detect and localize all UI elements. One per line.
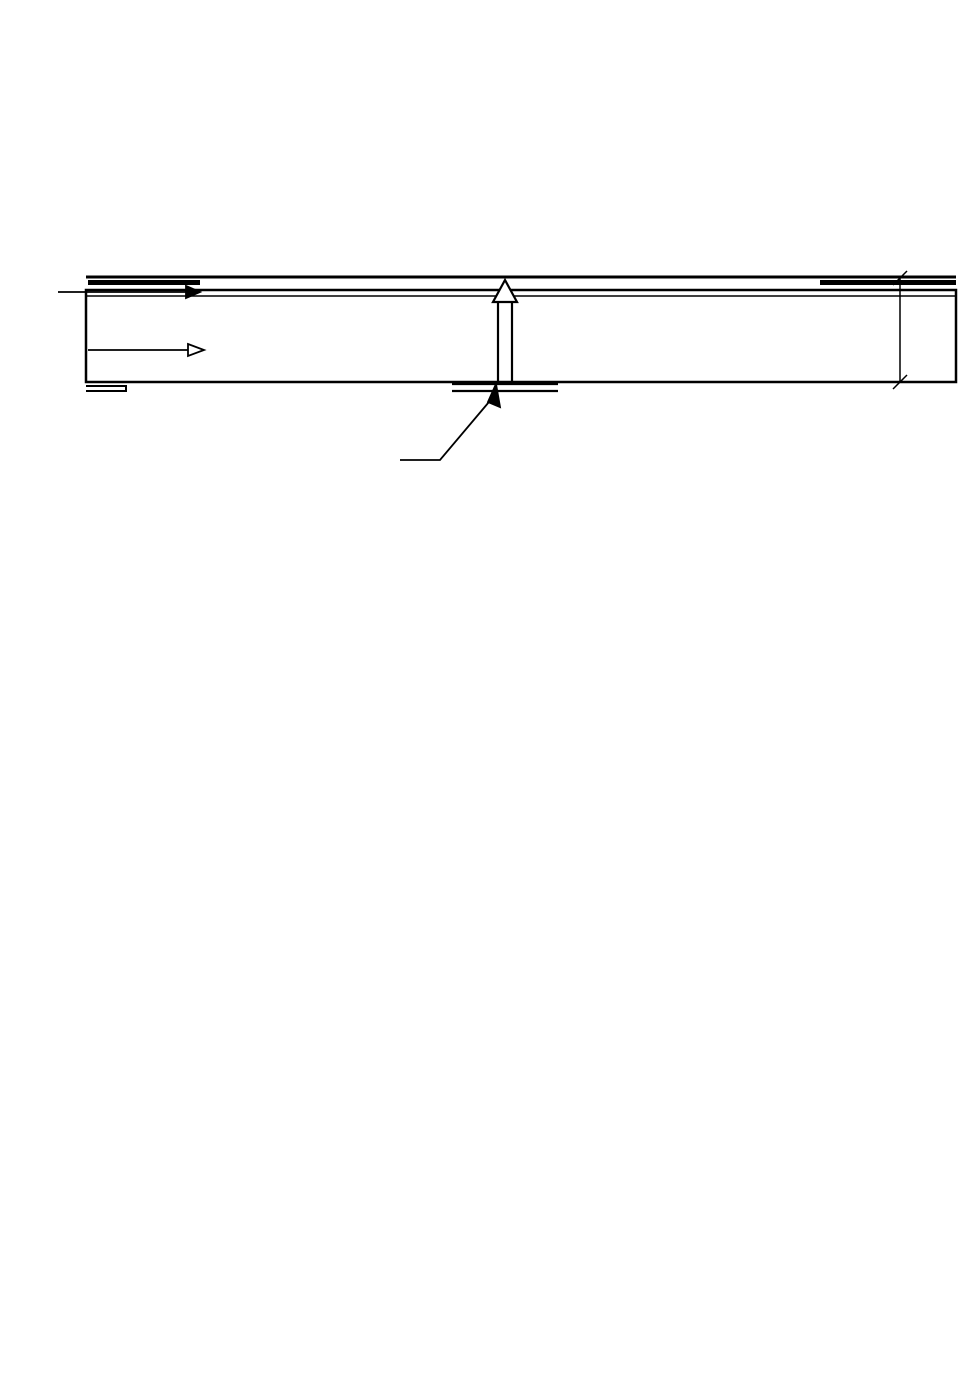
paragraph-line [0, 1272, 905, 1312]
body-paragraph [0, 1272, 905, 1392]
leader-lines [58, 286, 500, 460]
figure-caption [0, 820, 22, 842]
concrete-layer [86, 215, 956, 277]
legend-num [265, 703, 320, 724]
paragraph-line [0, 878, 905, 918]
body-paragraph [0, 878, 905, 1118]
dimension-marker [893, 271, 907, 389]
legend-num [265, 745, 320, 766]
paragraph-line [0, 1312, 905, 1352]
mounting-diagram [0, 80, 960, 500]
paragraph-line [0, 1078, 905, 1118]
legend-dim [70, 724, 265, 745]
u-edge-strip [86, 386, 126, 391]
legend-row [70, 724, 320, 745]
acoustic-panel [86, 290, 956, 382]
legend-dim [70, 703, 265, 724]
legend-dim [70, 745, 265, 766]
legend-num [265, 682, 320, 703]
paragraph-line [0, 1352, 905, 1392]
glue-strip-right [820, 280, 956, 285]
paragraph-line [0, 1038, 905, 1078]
figure-legend [70, 682, 320, 766]
legend-row [70, 682, 320, 703]
legend-num [265, 724, 320, 745]
legend-row [70, 745, 320, 766]
paragraph-line [0, 958, 905, 998]
paragraph-line [0, 998, 905, 1038]
legend-row [70, 703, 320, 724]
section-heading [0, 1190, 22, 1213]
paragraph-line [0, 918, 905, 958]
glue-strip-left [88, 280, 200, 285]
legend-dim [70, 682, 265, 703]
